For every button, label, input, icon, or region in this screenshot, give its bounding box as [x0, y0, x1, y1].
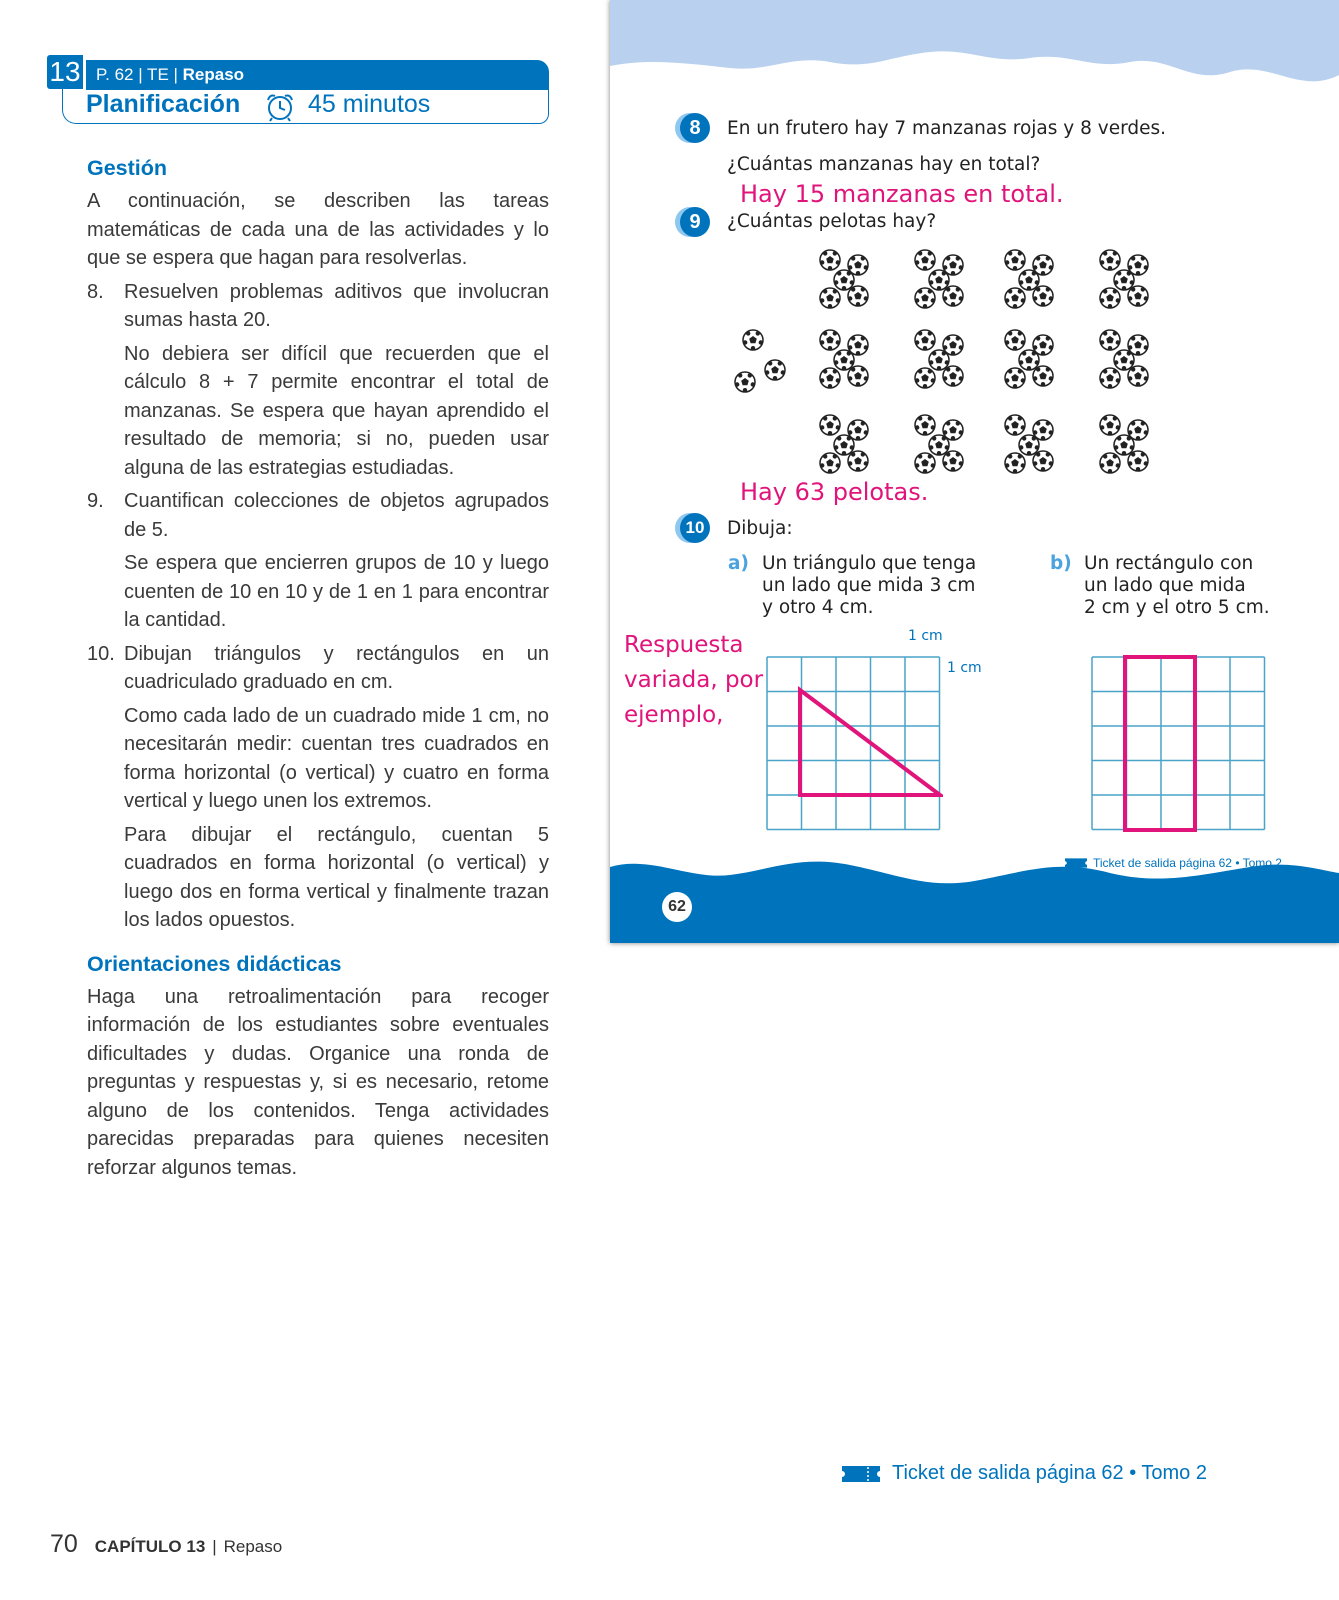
ticket-icon	[842, 1466, 880, 1482]
footer-separator: |	[212, 1537, 217, 1556]
soccer-ball	[1005, 453, 1025, 473]
part-a-text	[762, 553, 976, 619]
soccer-ball	[1100, 250, 1120, 270]
soccer-ball	[848, 451, 868, 471]
soccer-ball	[1114, 435, 1134, 455]
item-detail: Se espera que encierren grupos de 10 y luego cuenten de 10 en 10 y de 1 en 1 para encontrar la cantidad.	[124, 552, 549, 631]
lesson-number: 13	[47, 55, 83, 89]
drawn-rectangle	[1125, 657, 1195, 830]
soccer-ball	[929, 350, 949, 370]
triangle-grid	[765, 655, 943, 835]
exit-ticket-text: Ticket de salida página 62 • Tomo 2	[892, 1462, 1207, 1484]
soccer-ball	[1005, 330, 1025, 350]
item-detail: No debiera ser difícil que recuerden que el cálculo 8 + 7 permite encontrar el total de manzanas. Se espera que hayan aprendido el resultado de memoria; si no, pueden usar alguna de las estrategias estudiadas.	[124, 342, 549, 479]
top-wave-decoration	[610, 0, 1339, 110]
grid-unit-side: 1 cm	[947, 660, 982, 676]
soccer-ball	[765, 360, 785, 380]
lesson-header-bar	[86, 60, 549, 90]
soccer-balls-illustration	[710, 240, 1190, 480]
orientaciones-heading: Orientaciones didácticas	[87, 951, 342, 976]
question-9-answer: Hay 63 pelotas.	[740, 478, 929, 506]
soccer-ball	[848, 366, 868, 386]
rectangle-grid	[1090, 655, 1268, 835]
question-8-badge: 8	[680, 113, 710, 143]
note-line: Respuesta	[624, 632, 744, 658]
student-page-number: 62	[662, 892, 692, 922]
gestion-intro: A continuación, se describen las tareas matemáticas de cada una de las actividades y lo que se espera que hagan para resolverlas.	[87, 190, 549, 269]
soccer-ball	[1005, 288, 1025, 308]
soccer-ball	[915, 288, 935, 308]
guide-item-10	[87, 640, 549, 935]
soccer-ball	[1100, 330, 1120, 350]
soccer-ball	[820, 250, 840, 270]
question-10-badge: 10	[680, 513, 710, 543]
soccer-ball	[943, 366, 963, 386]
chapter-label: CAPÍTULO 13	[94, 1537, 206, 1556]
item-number: 9.	[87, 490, 104, 512]
soccer-ball	[915, 368, 935, 388]
soccer-ball	[820, 288, 840, 308]
soccer-ball	[1033, 366, 1053, 386]
soccer-ball	[1100, 368, 1120, 388]
part-a-line: y otro 4 cm.	[762, 597, 874, 618]
page-footer	[50, 1530, 282, 1559]
item-text: Cuantifican colecciones de objetos agrupados de 5.	[124, 490, 549, 541]
question-9-badge: 9	[680, 207, 710, 237]
part-a-letter	[728, 553, 749, 575]
soccer-ball	[1005, 368, 1025, 388]
soccer-ball	[943, 451, 963, 471]
grid-unit-top: 1 cm	[908, 628, 943, 644]
soccer-ball	[915, 330, 935, 350]
chapter-topic: Repaso	[223, 1537, 283, 1556]
part-a-marker: a)	[728, 553, 749, 574]
soccer-ball	[1100, 415, 1120, 435]
alarm-clock-icon	[263, 92, 297, 122]
soccer-ball	[1128, 366, 1148, 386]
soccer-ball	[848, 286, 868, 306]
soccer-ball	[820, 368, 840, 388]
soccer-ball	[834, 270, 854, 290]
part-b-marker: b)	[1050, 553, 1072, 574]
soccer-ball	[915, 250, 935, 270]
planning-duration: 45 minutos	[308, 90, 431, 118]
soccer-ball	[1005, 250, 1025, 270]
page-number: 70	[50, 1530, 78, 1558]
student-exit-ticket[interactable]	[1065, 856, 1282, 870]
note-line: ejemplo,	[624, 702, 724, 728]
soccer-ball	[915, 453, 935, 473]
question-8-line-2: ¿Cuántas manzanas hay en total?	[727, 154, 1041, 175]
part-b-line: un lado que mida	[1084, 575, 1246, 596]
soccer-ball	[1005, 415, 1025, 435]
soccer-ball	[1114, 350, 1134, 370]
ticket-icon	[1065, 858, 1087, 868]
soccer-ball	[1128, 451, 1148, 471]
question-8-answer: Hay 15 manzanas en total.	[740, 180, 1064, 208]
item-detail: Para dibujar el rectángulo, cuentan 5 cuadrados en forma horizontal (o vertical) y luego dos en forma vertical y finalmente trazan los lados opuestos.	[124, 823, 549, 931]
soccer-ball	[820, 453, 840, 473]
exit-ticket-link[interactable]	[842, 1462, 1207, 1485]
soccer-ball	[820, 415, 840, 435]
guide-item-9	[87, 487, 549, 635]
guide-item-8	[87, 278, 549, 483]
part-b-letter	[1050, 553, 1072, 575]
soccer-ball	[1019, 350, 1039, 370]
soccer-ball	[1033, 451, 1053, 471]
soccer-ball	[1100, 453, 1120, 473]
part-b-line: Un rectángulo con	[1084, 553, 1254, 574]
question-10-prompt: Dibuja:	[727, 518, 793, 539]
soccer-ball	[1019, 270, 1039, 290]
question-8-line-1: En un frutero hay 7 manzanas rojas y 8 verdes.	[727, 118, 1167, 139]
soccer-ball	[735, 372, 755, 392]
soccer-ball	[1033, 286, 1053, 306]
part-a-line: un lado que mida 3 cm	[762, 575, 976, 596]
item-number: 8.	[87, 280, 104, 303]
soccer-ball	[943, 286, 963, 306]
orientaciones-text: Haga una retroalimentación para recoger información de los estudiantes sobre eventuales dificultades y dudas. Organice una ronda de preguntas y respuestas y, si es necesario, retome alguno de los contenidos. Tenga actividades parecidas preparadas para quienes necesiten reforzar algunos temas.	[87, 985, 549, 1179]
soccer-ball	[1100, 288, 1120, 308]
item-text: Dibujan triángulos y rectángulos en un cuadriculado graduado en cm.	[124, 642, 549, 693]
student-exit-ticket-text: Ticket de salida página 62 • Tomo 2	[1093, 856, 1282, 870]
page-reference: P. 62 | TE |	[96, 65, 183, 84]
note-line: variada, por	[624, 667, 764, 693]
item-text: Resuelven problemas aditivos que involucran sumas hasta 20.	[124, 280, 549, 331]
soccer-ball	[1019, 435, 1039, 455]
soccer-ball	[834, 350, 854, 370]
planning-title: Planificación	[86, 90, 241, 118]
teacher-guide	[87, 155, 549, 1182]
soccer-ball	[834, 435, 854, 455]
soccer-ball	[929, 435, 949, 455]
item-number: 10.	[87, 642, 115, 665]
soccer-ball	[1128, 286, 1148, 306]
item-detail: Como cada lado de un cuadrado mide 1 cm, no necesitarán medir: cuentan tres cuadrados en forma horizontal (o vertical) y cuatro en forma vertical y luego unen los extremos.	[124, 704, 549, 812]
part-b-line: 2 cm y el otro 5 cm.	[1084, 597, 1270, 618]
student-page	[610, 0, 1339, 943]
variable-answer-note	[624, 628, 763, 733]
soccer-ball	[743, 330, 763, 350]
soccer-ball	[1114, 270, 1134, 290]
part-a-line: Un triángulo que tenga	[762, 553, 977, 574]
soccer-ball	[820, 330, 840, 350]
soccer-ball	[915, 415, 935, 435]
question-9-text: ¿Cuántas pelotas hay?	[727, 211, 937, 232]
gestion-heading: Gestión	[87, 156, 168, 180]
part-b-text	[1084, 553, 1270, 619]
section-name: Repaso	[182, 65, 245, 84]
soccer-ball	[929, 270, 949, 290]
